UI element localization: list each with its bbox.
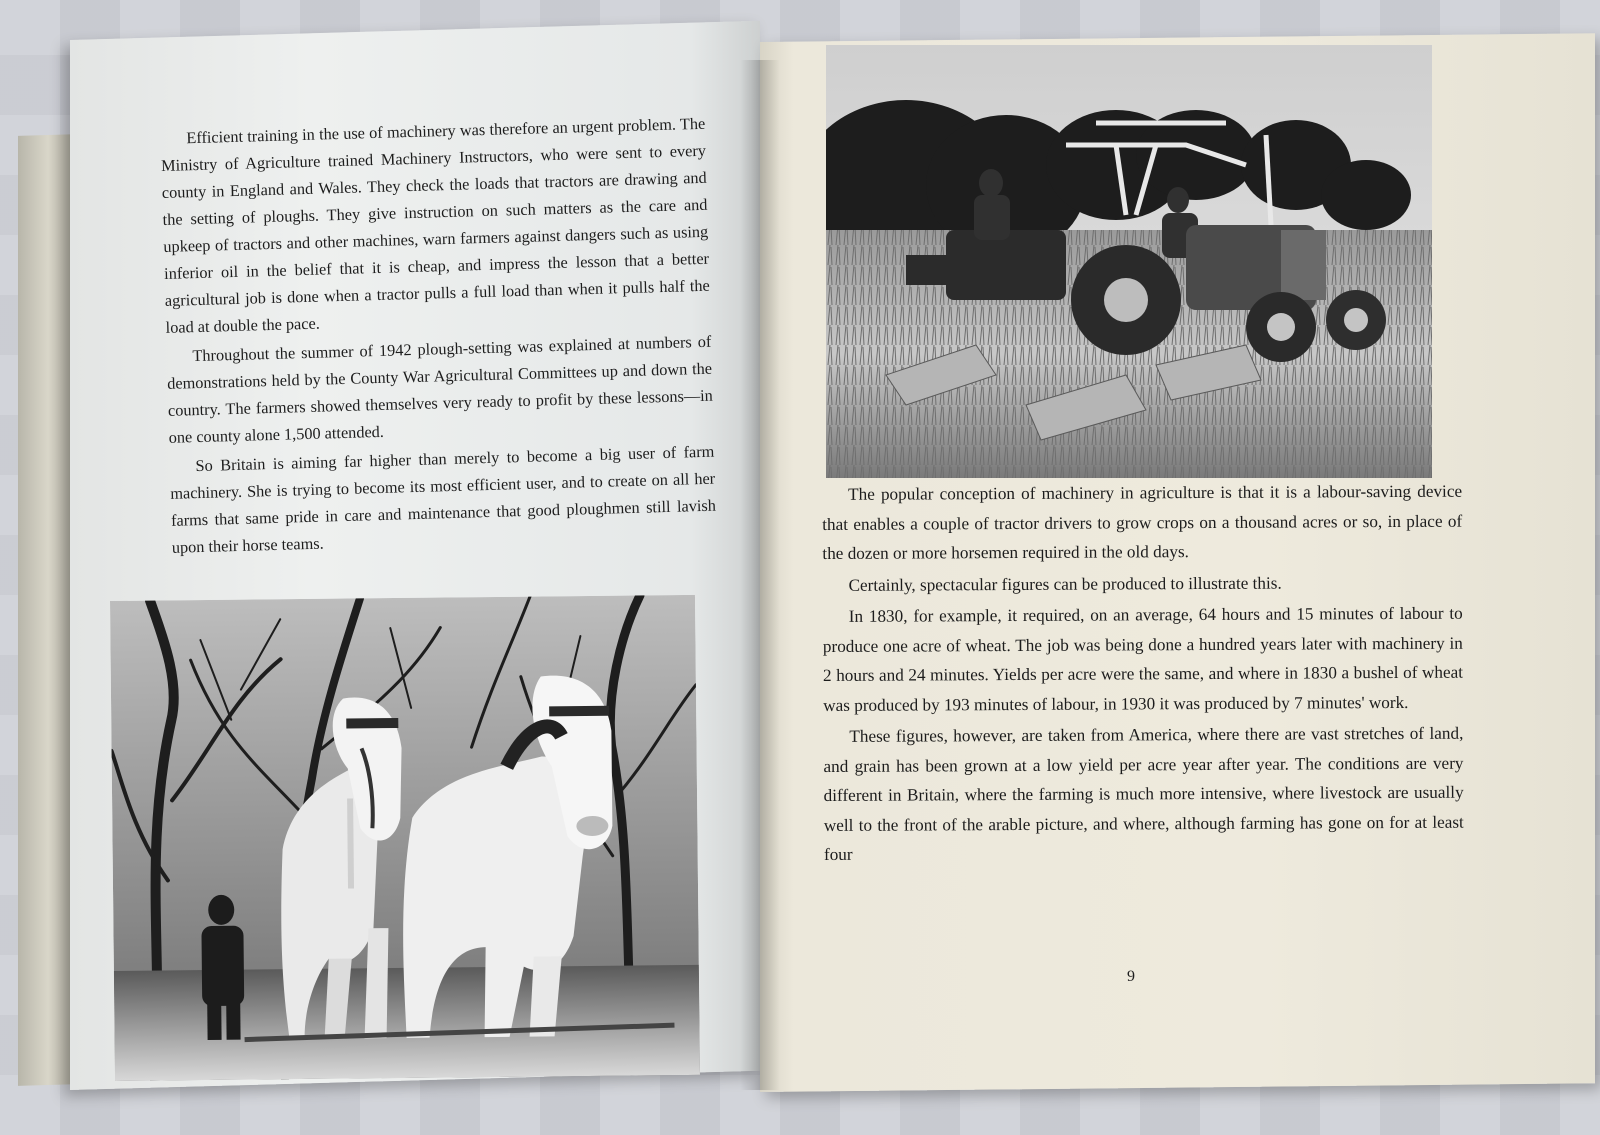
page-number: 9 [1127,968,1135,985]
right-page-text [822,477,1464,872]
right-paragraph-4: These figures, however, are taken from America, where there are vast stretches of land, and grain has been grown at a low yield per acre year after year. The conditions are very different in Britain, where the farming is much more intensive, where livestock are usually well to the front of the arable picture, and where, although farming has gone on for at least four [823,723,1464,864]
right-paragraph-3: In 1830, for example, it required, on an average, 64 hours and 15 minutes of labour to produce one acre of wheat. The job was being done a hundred years later with machinery in 2 hours and 24 minutes. Yields per acre were the same, and where in 1830 a bushel of wheat was produced by 193 minutes of labour, in 1930 it was produced by 7 minutes' work. [822,603,1464,715]
left-paragraph-3: So Britain is aiming far higher than merely to become a big user of farm machinery. She is trying to become its most efficient user, and to create on all her farms that same pride in care and maintenance that good ploughmen still lavish upon their horse teams. [170,441,717,557]
right-paragraph-1: The popular conception of machinery in agriculture is that it is a labour-saving device that enables a couple of tractor drivers to grow crops on a thousand acres or so, in place of the dozen or more horsemen required in the old days. [822,481,1463,563]
left-paragraph-2: Throughout the summer of 1942 plough-setting was explained at numbers of demonstrations held by the County War Agricultural Committees up and down the country. The farmers showed themselves very ready to profit by these lessons—in one county alone 1,500 attended. [166,331,714,447]
horse-team-photo [110,595,700,1081]
right-paragraph-2: Certainly, spectacular figures can be produced to illustrate this. [848,573,1282,595]
tractor-binder-photo [826,45,1432,478]
left-paragraph-1: Efficient training in the use of machinery was therefore an urgent problem. The Ministry of Agriculture trained Machinery Instructors, who were sent to every county in England and Wales. They check the loads that tractors are drawing and the setting of ploughs. They give instruction on such matters as the care and upkeep of tractors and other machines, warn farmers against dangers such as using inferior oil in the belief that it is cheap, and impress the lesson that a better agricultural job is done when a tractor pulls a full load than when it pulls half the load at double the pace. [160,113,710,337]
booklet-page-edges [18,134,78,1086]
left-page-text [160,110,717,563]
booklet-gutter [740,60,780,1090]
